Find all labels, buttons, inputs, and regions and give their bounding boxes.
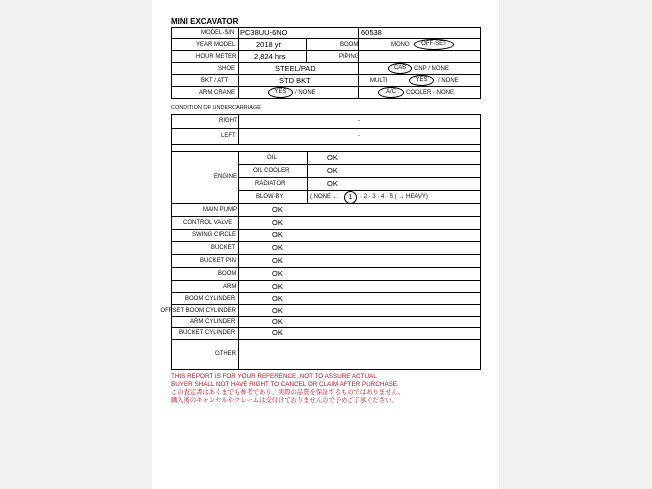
multi-yes-selected: YES [409,75,434,86]
armcyl-value: OK [272,317,283,326]
oil-label: OIL [267,155,277,161]
bucketcyl-label: BUCKET CYLINDER [179,330,236,336]
oilcooler-label: OIL COOLER [253,168,290,174]
boom-row-value: OK [272,269,283,278]
year-value: 2018 yr [256,40,282,49]
arm-label: ARM [223,284,237,290]
piping-label: PIPING [339,54,360,60]
armcrane-none-option: / NONE [295,90,316,96]
hour-label: HOUR METER [196,54,237,60]
bkt-value: STD BKT [279,76,311,85]
bucketcyl-value: OK [272,328,283,337]
cnp-none-option: CNP / NONE [414,66,449,72]
shoe-label: SHOE [218,66,236,72]
boomcyl-label: BOOM CYLINDER [185,296,236,302]
disclaimer-en-1: THIS REPORT IS FOR YOUR REFERENCE, NOT TO ASSURE ACTUAL [171,373,377,380]
bucketpin-label: BUCKET PIN [200,258,236,264]
multi-none-option: / NONE [438,78,459,84]
radiator-label: RADIATOR [255,181,286,187]
armcrane-label: ARM CRANE [199,90,236,96]
bucket-label: BUCKET [211,245,236,251]
boom-label: BOOM [340,42,359,48]
offsetcyl-value: OK [272,306,283,315]
arm-value: OK [272,282,283,291]
controlvalve-value: OK [272,218,283,227]
left-label: LEFT [221,133,236,139]
shoe-value: STEEL/PAD [275,64,316,73]
swingcircle-label: SWING CIRCLE [192,232,237,238]
bucket-value: OK [272,243,283,252]
left-value: - [358,133,360,139]
cooler-none-option: COOLER · NONE [406,90,455,96]
radiator-value: OK [327,179,338,188]
other-label: OTHER [215,351,236,357]
oilcooler-value: OK [327,166,338,175]
mainpump-value: OK [272,205,283,214]
offsetcyl-label: OFFSET BOOM CYLINDER [160,308,236,314]
blowby-selected: 1 [344,191,357,204]
right-label: RIGHT [219,118,238,124]
engine-label: ENGINE [214,174,238,180]
boom-row-label: BOOM [218,271,237,277]
swingcircle-value: OK [272,230,283,239]
report-title: MINI EXCAVATOR [171,17,239,26]
ac-selected: A/C [378,87,404,98]
blowby-label: BLOW-BY [256,194,284,200]
disclaimer-jp-1: この査定書はあくまでも参考であり、実際の品質を保証するものではありません。 [171,389,405,396]
multi-label: MULTI [370,78,388,84]
bkt-label: BKT / ATT [201,78,229,84]
boomcyl-value: OK [272,294,283,303]
bucketpin-value: OK [272,256,283,265]
boom-offset-selected: OFF-SET [414,39,454,50]
hour-value: 2,824 hrs [254,52,286,61]
serial-value: 60538 [361,28,382,37]
undercarriage-table [171,114,481,152]
model-value: PC38UU-6NO [240,28,288,37]
right-value: - [358,118,360,124]
inspection-report-sheet [152,0,499,489]
year-label: YEAR MODEL [196,42,236,48]
armcrane-yes-selected: YES [268,87,293,98]
armcyl-label: ARM CYLINDER [190,319,236,325]
blowby-none: ( NONE ← [310,194,339,200]
oil-value: OK [327,153,338,162]
boom-mono: MONO [391,42,410,48]
disclaimer-jp-2: 購入後のキャンセルやクレームは受付けておりませんので予めご了承ください。 [171,397,398,404]
mainpump-label: MAIN PUMP [203,207,238,213]
disclaimer-en-2: BUYER SHALL NOT HAVE RIGHT TO CANCEL OR CLAIM AFTER PURCHASE. [171,381,399,388]
blowby-scale: · 2 · 3 · 4 · 5 ( → HEAVY) [360,194,428,200]
cab-selected: CAB [388,63,412,74]
controlvalve-label: CONTROL VALVE [183,220,233,226]
model-label: MODEL-S/N [201,30,235,36]
undercarriage-title: CONDITION OF UNDERCARRIAGE [171,105,261,111]
